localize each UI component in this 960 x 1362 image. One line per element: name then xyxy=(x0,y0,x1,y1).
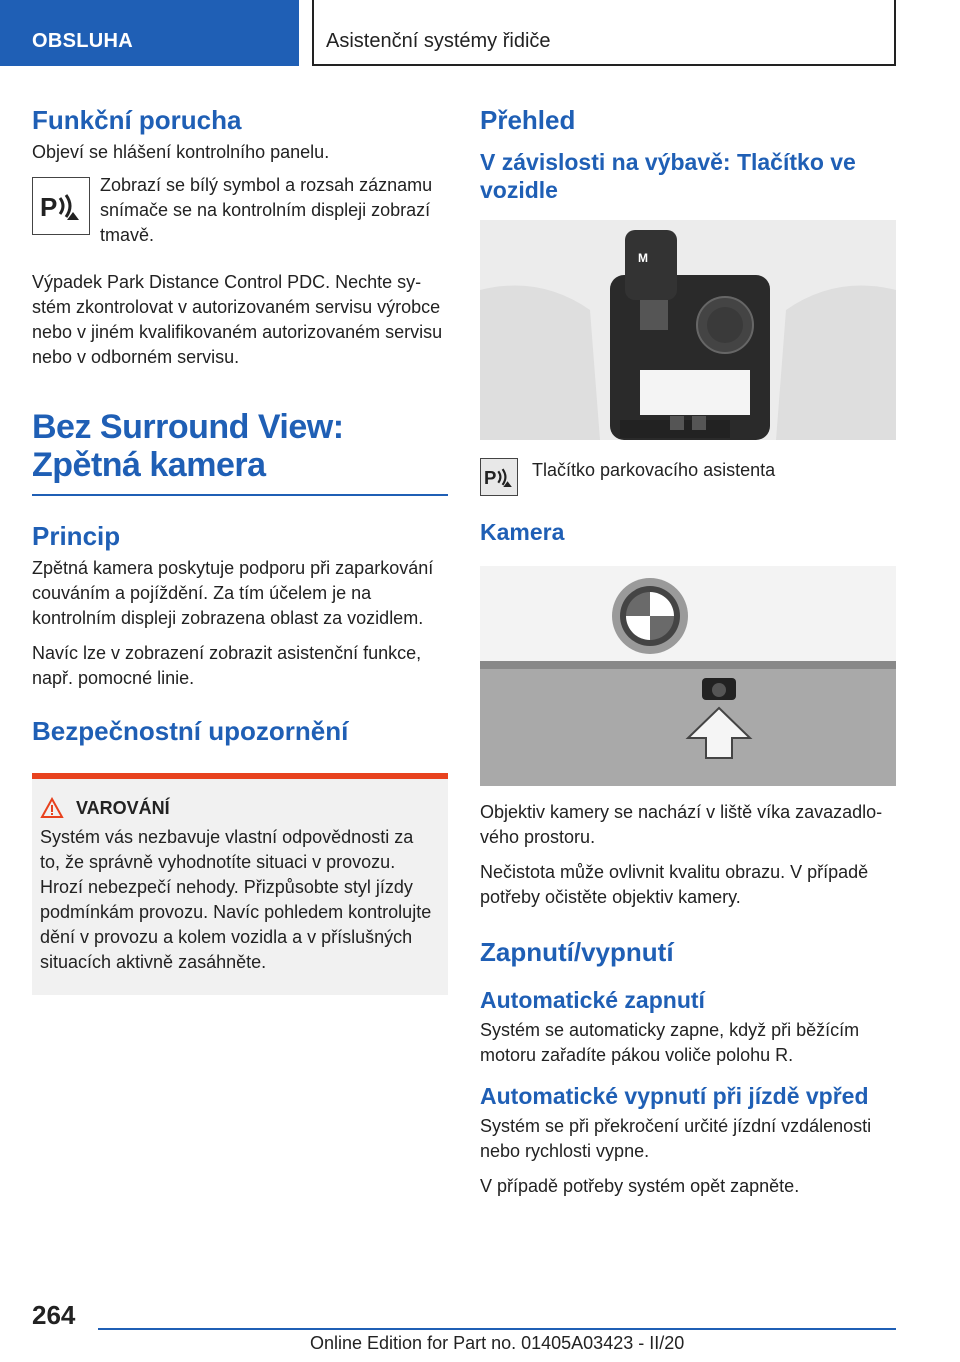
auto-off-text-2: V případě potřeby systém opět zapněte. xyxy=(480,1176,800,1196)
onoff-heading: Zapnutí/vypnutí xyxy=(480,937,674,967)
warning-title xyxy=(40,797,436,819)
svg-text:P: P xyxy=(40,192,58,222)
auto-on-heading: Automatické zapnutí xyxy=(480,987,705,1013)
warning-label: VAROVÁNÍ xyxy=(76,797,170,818)
warning-box xyxy=(32,773,448,995)
page-number: 264 xyxy=(32,1300,76,1330)
malfunction-icon-text: Zobrazí se bílý symbol a rozsah záznamu snímače se na kontrolním displeji zobrazí tmavě. xyxy=(100,175,433,245)
button-caption: Tlačítko parkovacího asistenta xyxy=(532,460,776,480)
overview-heading: Přehled xyxy=(480,105,576,135)
dirt-text: Nečistota může ovlivnit kvalitu obrazu. V případě potřeby očistěte objektiv kamery. xyxy=(480,862,869,907)
variant-heading: V závislosti na výbavě: Tlačítko ve vozidle xyxy=(480,149,856,203)
principle-heading: Princip xyxy=(32,521,121,551)
camera-subheading: Kamera xyxy=(480,519,565,545)
malfunction-intro: Objeví se hlášení kontrolního panelu. xyxy=(32,142,330,162)
center-console-image xyxy=(480,220,896,440)
warning-body: Systém vás nezbavuje vlastní odpovědnosti za to, že správně vyhodnotíte situaci v provozu. Hrozí nebezpečí nehody. Přizpůsobte styl jízdy podmínkám provozu. Navíc pohledem kontrolujte dění v provozu a kolem vozidla a v příslušných situacích aktivně zasáhněte. xyxy=(40,827,432,972)
principle-text-2: Navíc lze v zobrazení zobrazit asistenční funkce, např. pomocné linie. xyxy=(32,643,422,688)
camera-heading: Bez Surround View: Zpětná kamera xyxy=(32,408,344,484)
auto-on-text: Systém se automaticky zapne, když při běžícím motoru zařadíte pákou voliče polohu R. xyxy=(480,1020,860,1065)
malfunction-body: Výpadek Park Distance Control PDC. Nechte systém zkontrolovat v autorizovaném servisu výrobce nebo v jiném kvalifikovaném autorizovaném servisu nebo v odborném servisu. xyxy=(32,272,443,367)
malfunction-icon-row xyxy=(32,177,448,248)
rear-camera-image xyxy=(480,566,896,786)
svg-text:M: M xyxy=(638,251,648,265)
right-column xyxy=(480,100,896,1199)
svg-text:P: P xyxy=(484,467,497,489)
park-assist-icon xyxy=(32,177,90,235)
footer-rule xyxy=(98,1328,896,1330)
auto-off-heading: Automatické vypnutí při jízdě vpřed xyxy=(480,1083,869,1109)
left-column xyxy=(32,100,448,995)
button-caption-row xyxy=(480,458,896,496)
safety-heading: Bezpečnostní upozornění xyxy=(32,716,349,746)
principle-text-1: Zpětná kamera poskytuje podporu při zaparkování couváním a pojíždění. Za tím účelem je na kontrolním displeji zobrazena oblast za vozidlem. xyxy=(32,558,434,628)
chapter-title: Asistenční systémy řidiče xyxy=(312,0,896,66)
auto-off-text-1: Systém se při překročení určité jízdní vzdálenosti nebo rychlosti vypne. xyxy=(480,1116,872,1161)
lens-text: Objektiv kamery se nachází v liště víka zavazadlového prostoru. xyxy=(480,802,883,847)
park-assist-button-icon xyxy=(480,458,518,496)
warning-triangle-icon xyxy=(40,797,64,819)
edition-text: Online Edition for Part no. 01405A03423 - II/20 xyxy=(310,1333,685,1353)
heading-rule xyxy=(32,494,448,496)
malfunction-heading: Funkční porucha xyxy=(32,105,242,135)
section-tab: OBSLUHA xyxy=(0,0,299,66)
